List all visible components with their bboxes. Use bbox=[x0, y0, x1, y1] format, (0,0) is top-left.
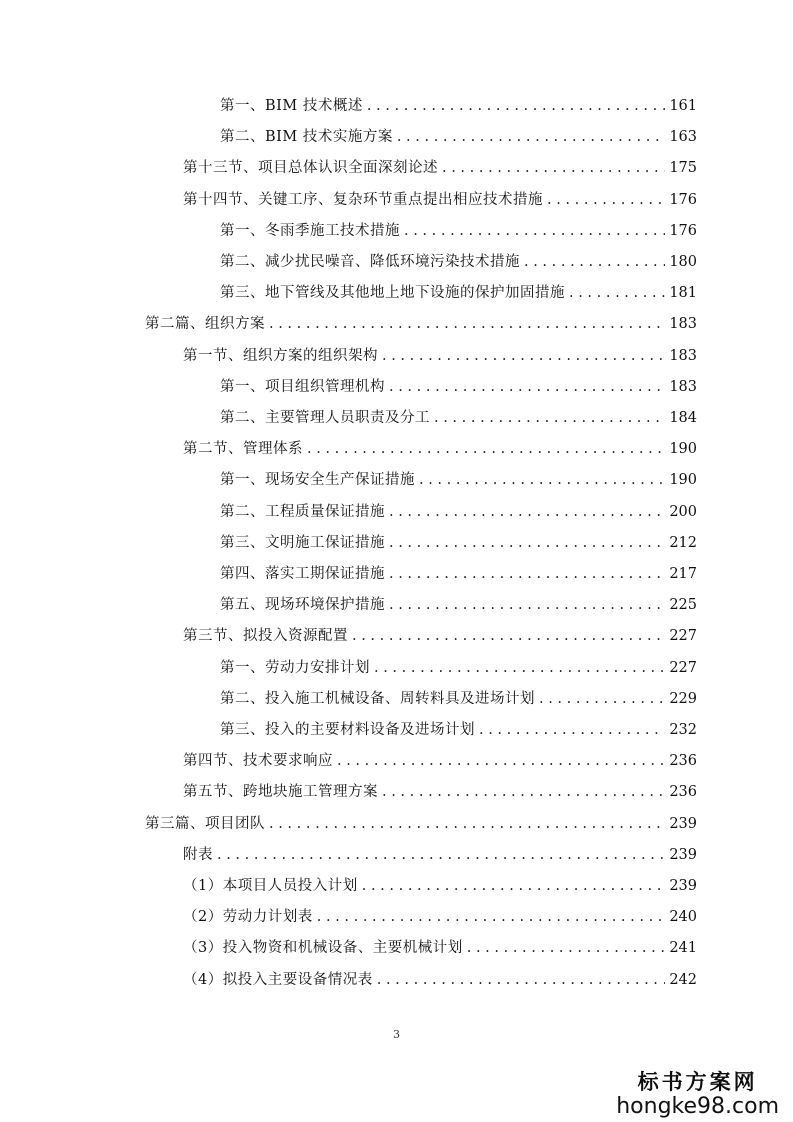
toc-entry[interactable] bbox=[220, 718, 697, 742]
toc-entry[interactable] bbox=[220, 250, 697, 274]
toc-entry-page: 183 bbox=[669, 316, 697, 333]
toc-entry-label: 第三节、拟投入资源配置 bbox=[183, 628, 348, 645]
toc-entry[interactable] bbox=[145, 312, 697, 336]
toc-entry[interactable] bbox=[220, 531, 697, 555]
toc-entry-label: （1）本项目人员投入计划 bbox=[183, 878, 358, 894]
toc-entry-label: 第十三节、项目总体认识全面深刻论述 bbox=[183, 160, 438, 177]
toc-entry-page: 229 bbox=[669, 690, 697, 707]
toc-entry-page: 236 bbox=[669, 753, 697, 770]
toc-entry-page: 183 bbox=[669, 378, 697, 395]
toc-entry-label: 第十四节、关键工序、复杂环节重点提出相应技术措施 bbox=[183, 191, 543, 208]
toc-entry-page: 241 bbox=[669, 940, 697, 957]
toc-entry-label: 第五、现场环境保护措施 bbox=[220, 597, 385, 614]
toc-entry[interactable] bbox=[220, 593, 697, 617]
toc-entry[interactable] bbox=[183, 874, 697, 898]
toc-entry-label: 第一、冬雨季施工技术措施 bbox=[220, 222, 400, 239]
toc-entry-page: 227 bbox=[669, 628, 697, 645]
toc-entry-page: 200 bbox=[669, 503, 697, 520]
toc-entry-page: 239 bbox=[669, 878, 697, 894]
toc-dot-leader bbox=[404, 219, 665, 243]
toc-dot-leader bbox=[269, 812, 665, 836]
toc-entry-label: 第一、劳动力安排计划 bbox=[220, 659, 370, 676]
toc-entry-label: 第二、工程质量保证措施 bbox=[220, 503, 385, 520]
toc-entry-label: 第二篇、组织方案 bbox=[145, 316, 265, 333]
toc-entry-page: 180 bbox=[669, 254, 697, 270]
toc-entry[interactable] bbox=[220, 94, 697, 118]
toc-entry-page: 184 bbox=[669, 410, 697, 426]
toc-entry[interactable] bbox=[183, 843, 697, 867]
toc-dot-leader bbox=[389, 562, 665, 586]
toc-dot-leader bbox=[217, 843, 665, 867]
toc-entry-label: 第四、落实工期保证措施 bbox=[220, 566, 385, 582]
toc-dot-leader bbox=[382, 344, 665, 368]
toc-entry-label: 第一、现场安全生产保证措施 bbox=[220, 472, 415, 489]
toc-entry[interactable] bbox=[183, 437, 697, 461]
toc-dot-leader bbox=[367, 94, 665, 118]
toc-entry-page: 242 bbox=[669, 971, 697, 988]
toc-entry-label: （2）劳动力计划表 bbox=[183, 909, 313, 926]
toc-entry[interactable] bbox=[183, 344, 697, 368]
toc-entry-page: 212 bbox=[669, 534, 697, 551]
toc-entry-page: 239 bbox=[669, 815, 697, 832]
toc-entry-page: 176 bbox=[669, 191, 697, 208]
toc-entry-label: 第二、投入施工机械设备、周转料具及进场计划 bbox=[220, 690, 535, 707]
toc-entry-label: 第二、减少扰民噪音、降低环境污染技术措施 bbox=[220, 254, 520, 270]
toc-entry[interactable] bbox=[145, 812, 697, 836]
toc-entry-page: 183 bbox=[669, 347, 697, 364]
toc-entry[interactable] bbox=[220, 125, 697, 149]
toc-dot-leader bbox=[524, 250, 665, 274]
toc-entry-label: 第二、主要管理人员职责及分工 bbox=[220, 410, 430, 426]
toc-dot-leader bbox=[362, 874, 666, 898]
toc-entry[interactable] bbox=[220, 500, 697, 524]
toc-entry-page: 227 bbox=[669, 659, 697, 676]
toc-entry[interactable] bbox=[183, 968, 697, 992]
toc-entry-label: 附表 bbox=[183, 846, 213, 863]
toc-entry-page: 161 bbox=[669, 98, 697, 114]
toc-dot-leader bbox=[377, 968, 666, 992]
toc-dot-leader bbox=[382, 780, 665, 804]
toc-entry[interactable] bbox=[183, 780, 697, 804]
toc-entry[interactable] bbox=[183, 188, 697, 212]
toc-entry-label: 第三篇、项目团队 bbox=[145, 815, 265, 832]
toc-entry-label: 第二、BIM 技术实施方案 bbox=[220, 129, 393, 146]
toc-entry[interactable] bbox=[220, 219, 697, 243]
toc-entry-page: 232 bbox=[669, 722, 697, 738]
toc-dot-leader bbox=[397, 125, 665, 149]
toc-entry[interactable] bbox=[183, 749, 697, 773]
toc-entry[interactable] bbox=[220, 375, 697, 399]
toc-entry-label: 第一、项目组织管理机构 bbox=[220, 378, 385, 395]
toc-dot-leader bbox=[467, 936, 666, 960]
toc-dot-leader bbox=[479, 718, 665, 742]
toc-entry-label: 第三、投入的主要材料设备及进场计划 bbox=[220, 722, 475, 738]
toc-entry-label: 第三、地下管线及其他地上地下设施的保护加固措施 bbox=[220, 285, 565, 302]
toc-dot-leader bbox=[389, 375, 665, 399]
toc-dot-leader bbox=[442, 156, 665, 180]
toc-entry-page: 190 bbox=[669, 472, 697, 489]
toc-dot-leader bbox=[539, 687, 665, 711]
toc-dot-leader bbox=[337, 749, 665, 773]
toc-entry-page: 240 bbox=[669, 909, 697, 926]
toc-entry-label: 第一、BIM 技术概述 bbox=[220, 98, 363, 114]
toc-entry[interactable] bbox=[183, 624, 697, 648]
toc-entry-page: 217 bbox=[669, 566, 697, 582]
watermark-url: hongke98.com bbox=[616, 1094, 779, 1119]
toc-entry[interactable] bbox=[220, 687, 697, 711]
toc-dot-leader bbox=[307, 437, 665, 461]
toc-dot-leader bbox=[352, 624, 665, 648]
page-number: 3 bbox=[393, 1028, 400, 1041]
toc-entry[interactable] bbox=[183, 156, 697, 180]
toc-entry-page: 176 bbox=[669, 222, 697, 239]
toc-entry[interactable] bbox=[183, 936, 697, 960]
toc-entry-page: 236 bbox=[669, 784, 697, 801]
toc-entry[interactable] bbox=[220, 281, 697, 305]
toc-entry-label: （3）投入物资和机械设备、主要机械计划 bbox=[183, 940, 463, 957]
toc-entry[interactable] bbox=[183, 905, 697, 929]
toc-entry[interactable] bbox=[220, 406, 697, 430]
toc-entry[interactable] bbox=[220, 562, 697, 586]
toc-dot-leader bbox=[269, 312, 665, 336]
toc-entry[interactable] bbox=[220, 656, 697, 680]
toc-dot-leader bbox=[317, 905, 666, 929]
toc-dot-leader bbox=[374, 656, 665, 680]
toc-entry-page: 190 bbox=[669, 441, 697, 458]
toc-entry-label: 第四节、技术要求响应 bbox=[183, 753, 333, 770]
toc-dot-leader bbox=[419, 468, 665, 492]
toc-dot-leader bbox=[569, 281, 665, 305]
toc-dot-leader bbox=[547, 188, 665, 212]
toc-entry-page: 239 bbox=[669, 846, 697, 863]
toc-entry-page: 163 bbox=[669, 129, 697, 146]
toc-entry-page: 175 bbox=[669, 160, 697, 177]
toc-dot-leader bbox=[389, 500, 665, 524]
toc-entry-page: 225 bbox=[669, 597, 697, 614]
toc-entry-label: 第二节、管理体系 bbox=[183, 441, 303, 458]
toc-entry-label: 第三、文明施工保证措施 bbox=[220, 534, 385, 551]
toc-dot-leader bbox=[389, 593, 665, 617]
toc-entry[interactable] bbox=[220, 468, 697, 492]
toc-dot-leader bbox=[434, 406, 665, 430]
toc-entry-label: 第一节、组织方案的组织架构 bbox=[183, 347, 378, 364]
toc-entry-label: （4）拟投入主要设备情况表 bbox=[183, 971, 373, 988]
toc-entry-page: 181 bbox=[669, 285, 697, 302]
watermark-logo bbox=[616, 1066, 779, 1119]
toc-dot-leader bbox=[389, 531, 665, 555]
toc-entry-label: 第五节、跨地块施工管理方案 bbox=[183, 784, 378, 801]
watermark-title: 标书方案网 bbox=[637, 1070, 758, 1094]
